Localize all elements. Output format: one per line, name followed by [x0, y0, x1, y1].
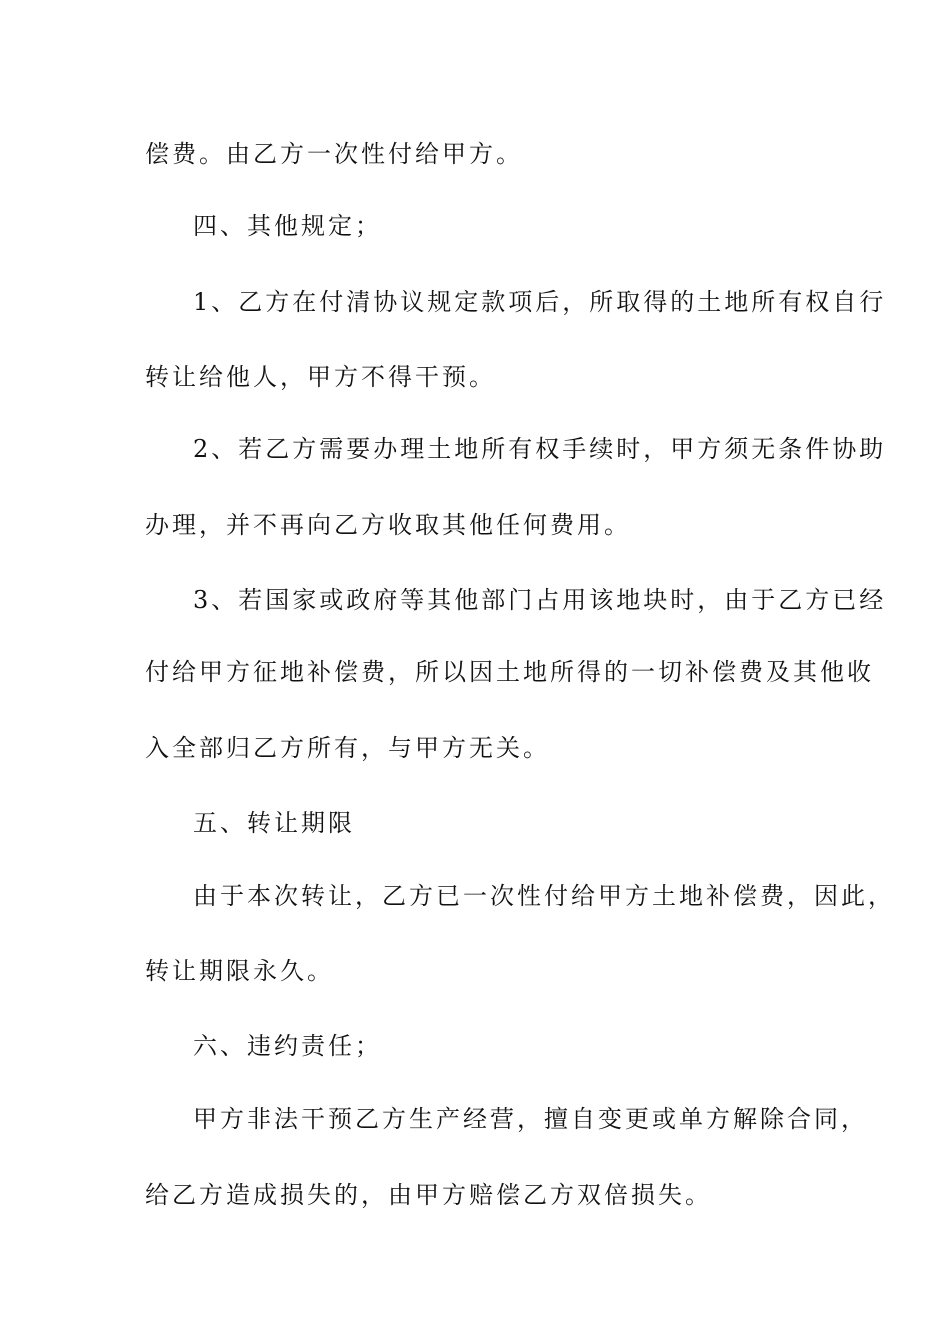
section-heading: 五、转让期限 — [193, 809, 355, 837]
paragraph-line: 转让期限永久。 — [145, 957, 334, 985]
paragraph-line: 转让给他人，甲方不得干预。 — [145, 363, 496, 391]
paragraph-line: 入全部归乙方所有，与甲方无关。 — [145, 734, 550, 762]
paragraph-line: 付给甲方征地补偿费，所以因土地所得的一切补偿费及其他收 — [145, 658, 874, 686]
paragraph-line: 2、若乙方需要办理土地所有权手续时，甲方须无条件协助 — [193, 435, 887, 463]
paragraph-line: 办理，并不再向乙方收取其他任何费用。 — [145, 511, 631, 539]
paragraph-line: 甲方非法干预乙方生产经营，擅自变更或单方解除合同， — [193, 1105, 868, 1133]
paragraph-line: 给乙方造成损失的，由甲方赔偿乙方双倍损失。 — [145, 1181, 712, 1209]
section-heading: 六、违约责任； — [193, 1032, 382, 1060]
paragraph-line: 3、若国家或政府等其他部门占用该地块时，由于乙方已经 — [193, 586, 887, 614]
paragraph-line: 1、乙方在付清协议规定款项后，所取得的土地所有权自行 — [193, 288, 887, 316]
paragraph-line: 偿费。由乙方一次性付给甲方。 — [145, 140, 523, 168]
section-heading: 四、其他规定； — [193, 212, 382, 240]
paragraph-line: 由于本次转让，乙方已一次性付给甲方土地补偿费，因此， — [193, 882, 895, 910]
